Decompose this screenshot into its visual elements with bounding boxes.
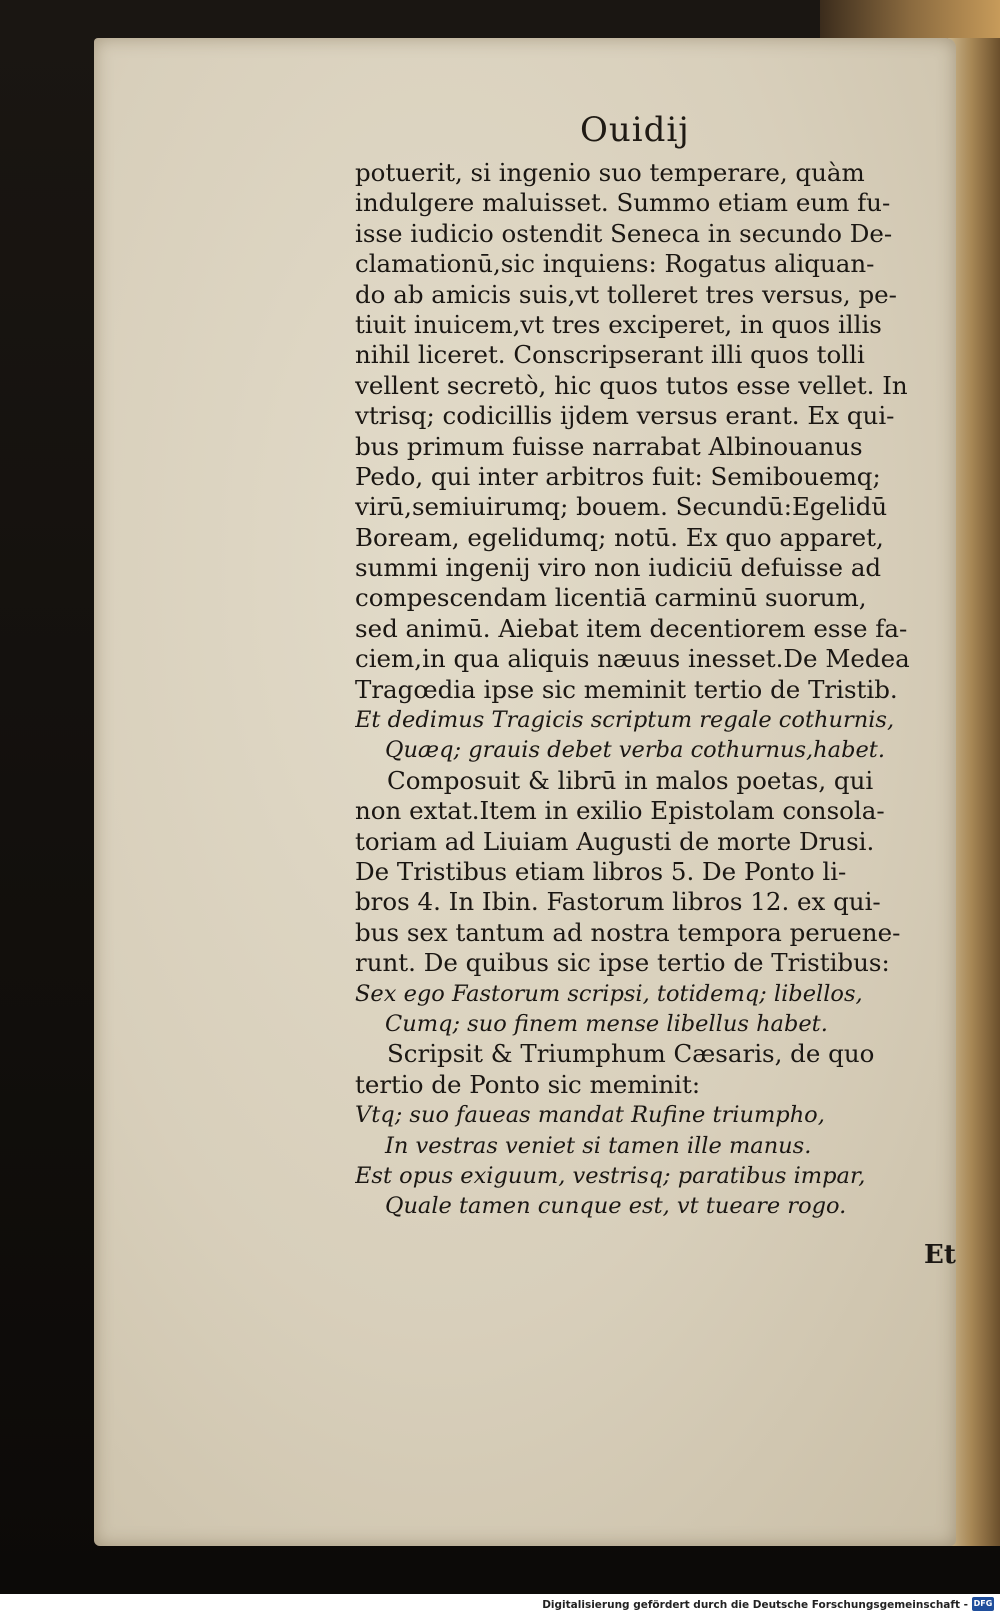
text-line: clamationū,sic inquiens: Rogatus aliquan- [355,249,875,279]
text-line: Pedo, qui inter arbitros fuit: Semibouemq; [355,461,881,491]
text-line: sed animū. Aiebat item decentiorem esse fa- [355,613,908,643]
text-line: De Tristibus etiam libros 5. De Ponto li- [355,856,847,886]
verse-line: Quæq; grauis debet verba cothurnus,habet. [385,737,885,764]
text-line: vtrisq; codicillis ijdem versus erant. Ex qui- [355,401,895,431]
verse-line: Et dedimus Tragicis scriptum regale cothurnis, [355,707,895,734]
text-line: vellent secretò, hic quos tutos esse vellet. In [355,370,908,400]
text-line: compescendam licentiā carminū suorum, [355,583,867,613]
funding-notice: Digitalisierung gefördert durch die Deutsche Forschungsgemeinschaft - [542,1599,968,1611]
text-block [355,158,960,1222]
text-line: toriam ad Liuiam Augusti de morte Drusi. [355,826,875,856]
verse-line: Cumq; suo finem mense libellus habet. [385,1010,828,1037]
text-line: nihil liceret. Conscripserant illi quos tolli [355,340,865,370]
text-line: bus sex tantum ad nostra tempora peruene- [355,917,901,947]
text-line: tiuit inuicem,vt tres exciperet, in quos illis [355,309,882,339]
text-line: indulgere maluisset. Summo etiam eum fu- [355,188,891,218]
verse-line: Quale tamen cunque est, vt tueare rogo. [385,1193,847,1220]
text-line: tertio de Ponto sic meminit: [355,1069,701,1099]
dfg-logo-icon: DFG [972,1597,994,1611]
text-line: ciem,in qua aliquis næuus inesset.De Medea [355,644,910,674]
text-line: summi ingenij viro non iudiciū defuisse ad [355,553,882,583]
text-line: virū,semiuirumq; bouem. Secundū:Egelidū [355,492,888,522]
text-line: runt. De quibus sic ipse tertio de Tristibus: [355,948,890,978]
text-line: bus primum fuisse narrabat Albinouanus [355,431,863,461]
text-line: bros 4. In Ibin. Fastorum libros 12. ex qui- [355,887,881,917]
text-line: do ab amicis suis,vt tolleret tres versus, pe- [355,279,897,309]
catchword: Et [924,1240,956,1270]
running-head: Ouidij [580,110,690,150]
verse-line: In vestras veniet si tamen ille manus. [385,1132,812,1159]
verse-line: Vtq; suo faueas mandat Rufine triumpho, [355,1102,825,1129]
verse-line: Sex ego Fastorum scripsi, totidemq; libellos, [355,980,863,1007]
text-line: potuerit, si ingenio suo temperare, quàm [355,158,865,187]
text-line: Composuit & librū in malos poetas, qui [387,765,874,795]
text-line: isse iudicio ostendit Seneca in secundo De- [355,218,893,248]
text-line: Tragœdia ipse sic meminit tertio de Tristib. [355,674,898,704]
text-line: Boream, egelidumq; notū. Ex quo apparet, [355,522,884,552]
verse-line: Est opus exiguum, vestrisq; paratibus impar, [355,1162,866,1189]
text-line: non extat.Item in exilio Epistolam consola- [355,796,885,826]
text-line: Scripsit & Triumphum Cæsaris, de quo [387,1039,875,1069]
